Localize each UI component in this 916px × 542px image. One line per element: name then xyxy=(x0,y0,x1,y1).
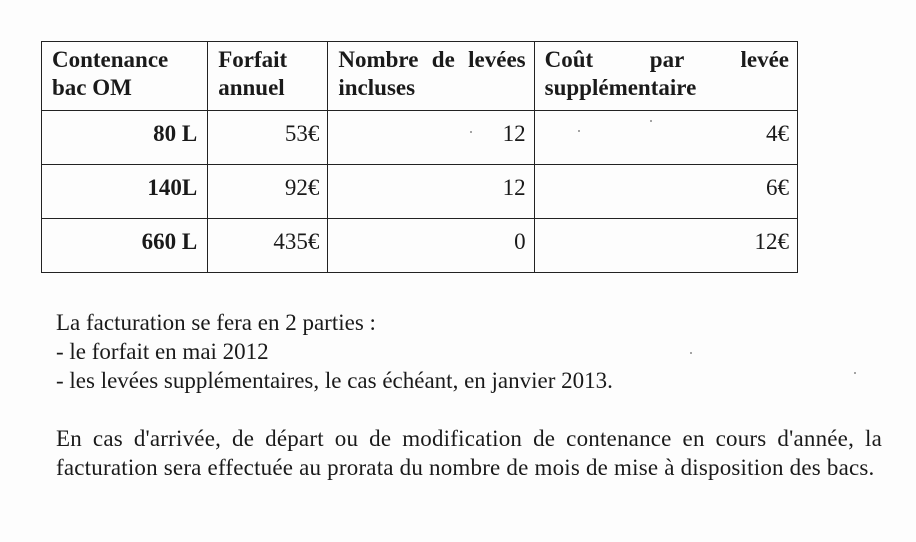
cell-forfait: 435€ xyxy=(208,219,328,273)
billing-item-levees: - les levées supplémentaires, le cas échéant, en janvier 2013. xyxy=(56,368,613,393)
cell-levees: 12 xyxy=(328,111,534,165)
header-forfait: Forfait annuel xyxy=(208,42,328,111)
cell-cout: 4€ xyxy=(534,111,797,165)
table-row xyxy=(42,219,798,273)
table-row xyxy=(42,165,798,219)
billing-intro: La facturation se fera en 2 parties : xyxy=(56,310,376,335)
table-row xyxy=(42,111,798,165)
scan-speck xyxy=(690,352,692,354)
cell-levees: 12 xyxy=(328,165,534,219)
tariff-table xyxy=(41,41,798,273)
cell-forfait: 92€ xyxy=(208,165,328,219)
header-cout-levee: Coût par levée supplémentaire xyxy=(534,42,797,111)
billing-item-forfait: - le forfait en mai 2012 xyxy=(56,339,269,364)
cell-contenance: 140L xyxy=(42,165,208,219)
cell-cout: 12€ xyxy=(534,219,797,273)
scan-speck xyxy=(854,372,856,374)
prorata-paragraph: En cas d'arrivée, de départ ou de modification de contenance en cours d'année, la facturation sera effectuée au prorata du nombre de mois de mise à disposition des bacs. xyxy=(56,426,882,480)
billing-notes xyxy=(56,308,882,482)
cell-forfait: 53€ xyxy=(208,111,328,165)
scan-speck xyxy=(578,130,580,132)
cell-cout: 6€ xyxy=(534,165,797,219)
cell-contenance: 660 L xyxy=(42,219,208,273)
table-header-row xyxy=(42,42,798,111)
cell-levees: 0 xyxy=(328,219,534,273)
scan-speck xyxy=(470,131,472,133)
scan-speck xyxy=(650,120,652,122)
header-nombre-levees: Nombre de levées incluses xyxy=(328,42,534,111)
header-contenance: Contenance bac OM xyxy=(42,42,208,111)
cell-contenance: 80 L xyxy=(42,111,208,165)
